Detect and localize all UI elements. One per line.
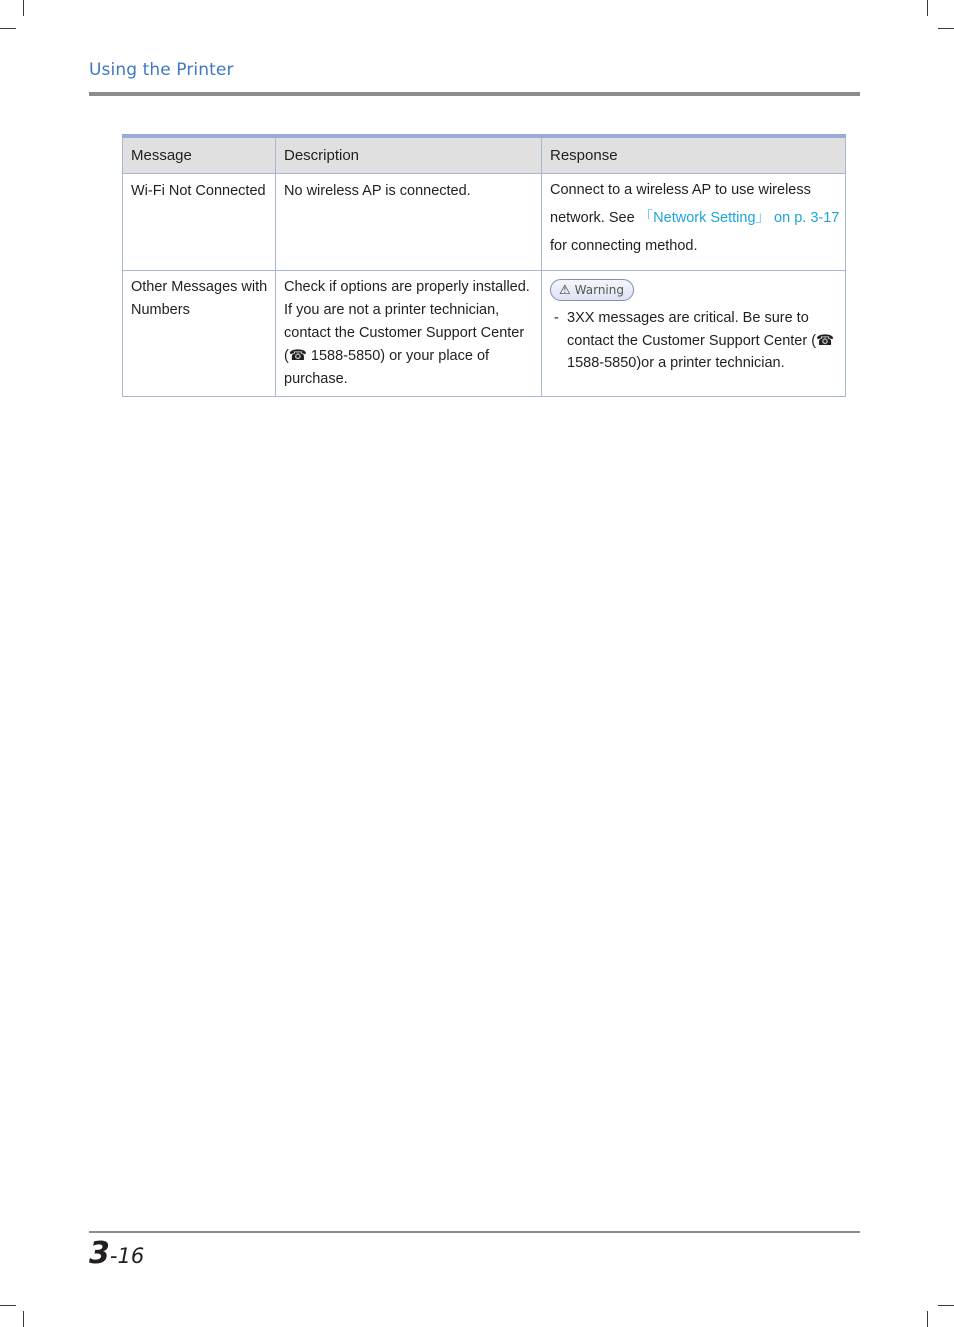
response-cell bbox=[542, 271, 846, 397]
network-setting-link[interactable]: 「Network Setting」 on p. 3-17 bbox=[638, 210, 840, 226]
list-item: - 3XX messages are critical. Be sure to contact the Customer Support Center (☎ 1588-5850)or a printer technician. bbox=[554, 310, 835, 371]
section-title: Using the Printer bbox=[89, 60, 234, 80]
description-cell: Check if options are properly installed. If you are not a printer technician, contact the Customer Support Center (☎ 1588-5850) or your place of purchase. bbox=[276, 271, 542, 397]
warning-text: 3XX messages are critical. Be sure to contact the Customer Support Center (☎ 1588-5850)or a printer technician. bbox=[567, 310, 835, 371]
crop-mark bbox=[938, 28, 954, 29]
footer-rule bbox=[89, 1231, 860, 1233]
response-text: Connect to a wireless AP to use wireless network. See bbox=[550, 182, 811, 226]
warning-list bbox=[550, 307, 841, 375]
page-suffix: -16 bbox=[109, 1244, 145, 1268]
crop-mark bbox=[927, 0, 928, 16]
column-header-description: Description bbox=[276, 136, 542, 174]
crop-mark bbox=[0, 1305, 16, 1306]
warning-badge bbox=[550, 279, 634, 301]
message-cell: Other Messages with Numbers bbox=[123, 271, 276, 397]
response-text-suffix: for connecting method. bbox=[550, 238, 698, 254]
table-row bbox=[123, 174, 846, 271]
table-header-row bbox=[123, 136, 846, 174]
crop-mark bbox=[23, 0, 24, 16]
column-header-message: Message bbox=[123, 136, 276, 174]
crop-mark bbox=[0, 28, 16, 29]
response-cell bbox=[542, 174, 846, 271]
warning-triangle-icon: ⚠ bbox=[559, 283, 571, 298]
message-cell: Wi-Fi Not Connected bbox=[123, 174, 276, 271]
message-table bbox=[122, 134, 846, 397]
column-header-response: Response bbox=[542, 136, 846, 174]
table-row bbox=[123, 271, 846, 397]
page-number bbox=[89, 1236, 144, 1271]
header-rule bbox=[89, 92, 860, 96]
description-cell: No wireless AP is connected. bbox=[276, 174, 542, 271]
crop-mark bbox=[927, 1311, 928, 1327]
crop-mark bbox=[938, 1305, 954, 1306]
warning-label: Warning bbox=[574, 283, 624, 297]
crop-mark bbox=[23, 1311, 24, 1327]
chapter-number: 3 bbox=[89, 1236, 110, 1271]
